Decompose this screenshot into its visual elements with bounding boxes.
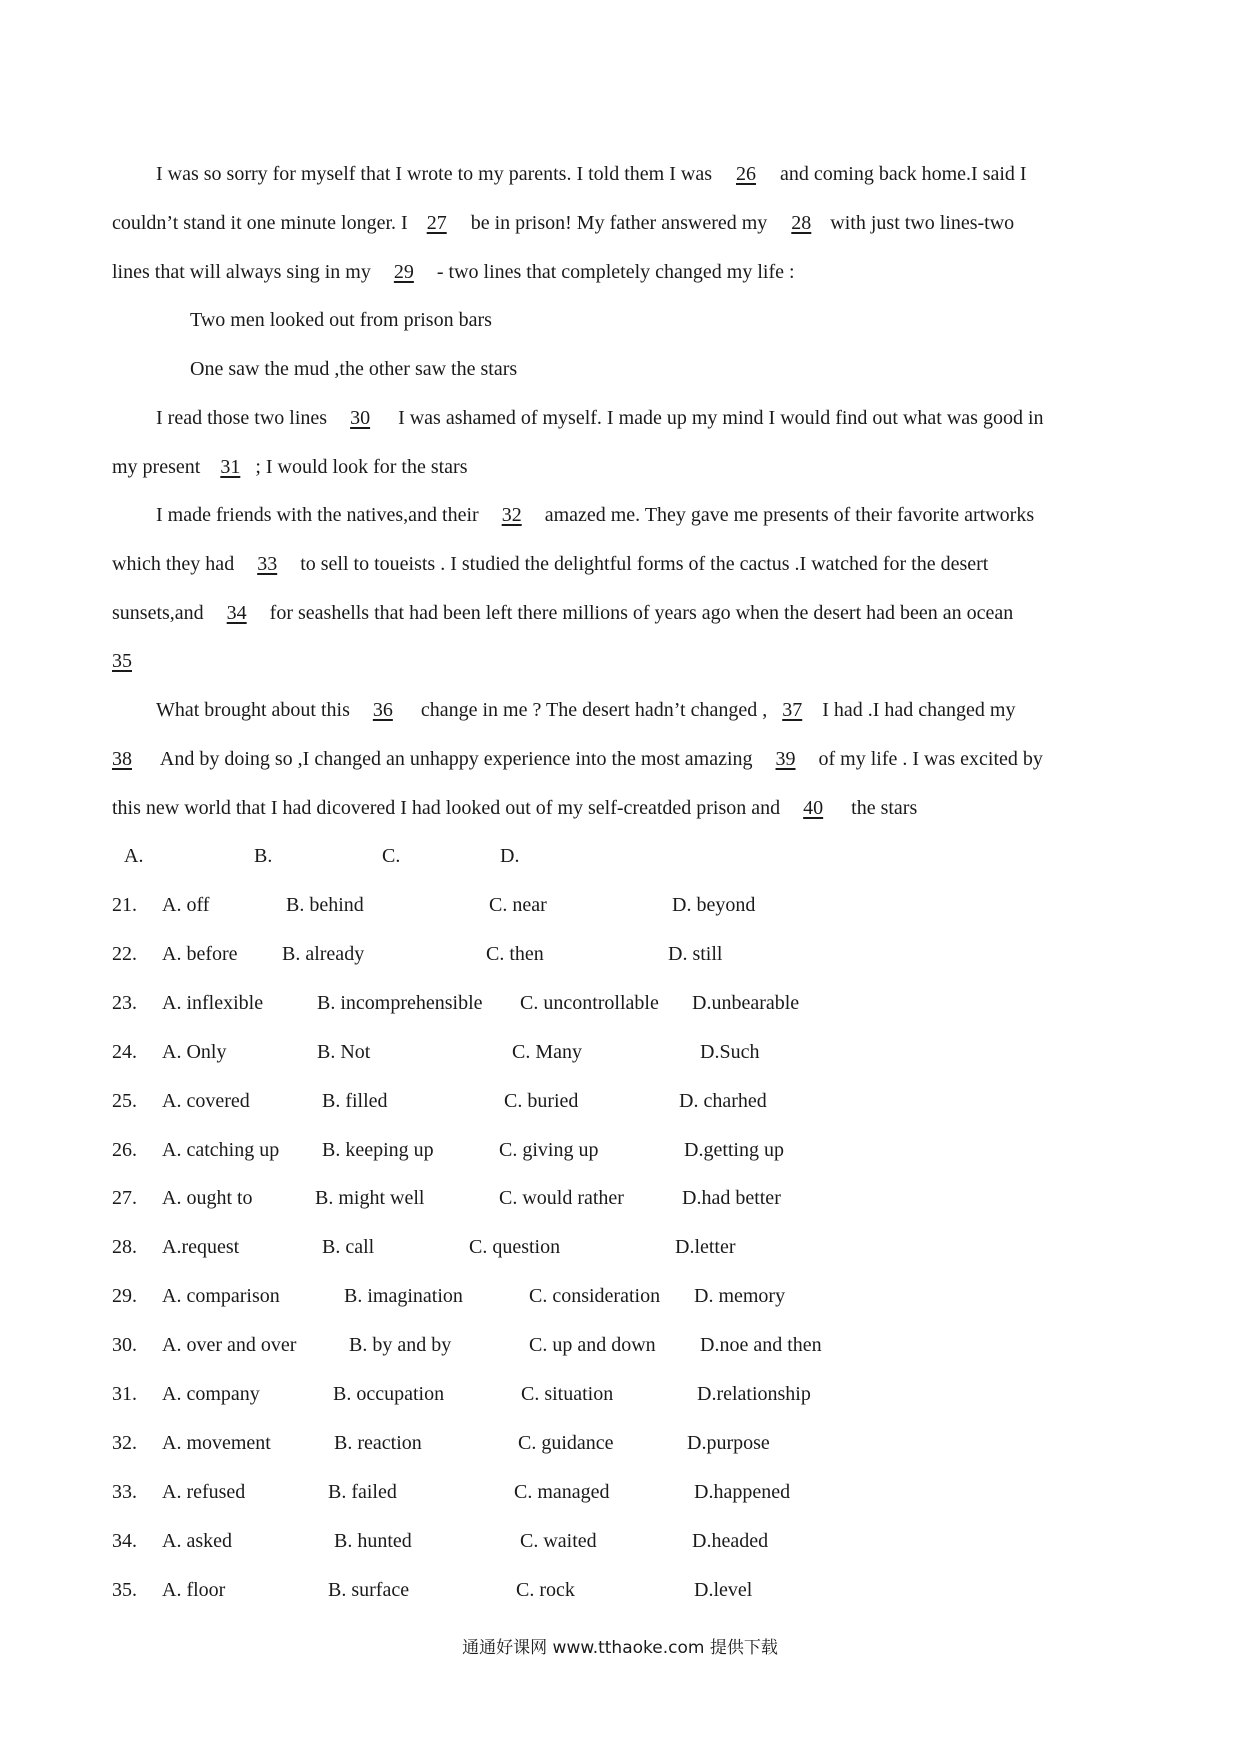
blank-40: 40 bbox=[803, 797, 824, 819]
passage-line bbox=[112, 551, 1132, 577]
option-d: D. memory bbox=[694, 1285, 786, 1308]
option-d: D.headed bbox=[692, 1529, 769, 1552]
option-d: D.relationship bbox=[697, 1383, 811, 1405]
blank-39: 39 bbox=[775, 748, 796, 770]
question-number: 24. bbox=[112, 1040, 137, 1063]
option-a: A. off bbox=[162, 894, 210, 916]
option-a: A. catching up bbox=[162, 1138, 280, 1161]
option-c: C. waited bbox=[520, 1529, 597, 1552]
passage-line bbox=[156, 405, 1132, 431]
option-a: A. inflexible bbox=[162, 991, 264, 1014]
question-row bbox=[112, 941, 1012, 967]
passage-line bbox=[156, 161, 1132, 187]
question-number: 25. bbox=[112, 1089, 137, 1112]
option-b: B. Not bbox=[317, 1040, 371, 1063]
question-number: 21. bbox=[112, 894, 137, 916]
question-row bbox=[112, 1430, 1012, 1456]
text: sunsets,and bbox=[112, 602, 204, 624]
option-b: B. call bbox=[322, 1236, 375, 1259]
option-header-a: A. bbox=[124, 845, 144, 867]
question-row bbox=[112, 1137, 1012, 1163]
blank-38: 38 bbox=[112, 748, 132, 770]
text: And by doing so ,I changed an unhappy experience into the most amazing bbox=[156, 748, 753, 770]
question-number: 34. bbox=[112, 1529, 137, 1552]
question-number: 31. bbox=[112, 1383, 137, 1405]
passage-line bbox=[112, 746, 1132, 772]
option-header bbox=[112, 843, 1012, 869]
option-d: D.noe and then bbox=[700, 1334, 822, 1357]
option-header-b: B. bbox=[254, 845, 273, 867]
blank-28: 28 bbox=[791, 212, 812, 234]
option-c: C. would rather bbox=[499, 1187, 624, 1210]
option-a: A. covered bbox=[162, 1089, 250, 1112]
option-c: C. question bbox=[469, 1236, 561, 1259]
blank-34: 34 bbox=[226, 602, 247, 624]
blank-33: 33 bbox=[257, 553, 278, 575]
question-row bbox=[112, 1479, 1012, 1505]
option-a: A. company bbox=[162, 1383, 260, 1405]
text: I had .I had changed my bbox=[817, 699, 1016, 721]
text: my present bbox=[112, 456, 206, 478]
text: change in me ? The desert hadn’t changed , bbox=[415, 699, 768, 721]
option-b: B. already bbox=[282, 942, 365, 965]
text: this new world that I had dicovered I had looked out of my self-creatded prison and bbox=[112, 797, 781, 819]
text: I read those two lines bbox=[156, 407, 328, 429]
text: ; I would look for the stars bbox=[255, 456, 468, 478]
question-number: 35. bbox=[112, 1578, 137, 1601]
text: I was ashamed of myself. I made up my mind I would find out what was good in bbox=[393, 407, 1044, 429]
option-d: D. still bbox=[668, 942, 723, 965]
option-d: D.happened bbox=[694, 1480, 791, 1503]
question-number: 30. bbox=[112, 1334, 137, 1357]
option-b: B. reaction bbox=[334, 1431, 422, 1454]
option-c: C. rock bbox=[516, 1578, 575, 1601]
text: of my life . I was excited by bbox=[818, 748, 1043, 770]
blank-30: 30 bbox=[350, 407, 371, 429]
option-b: B. incomprehensible bbox=[317, 991, 483, 1014]
option-c: C. buried bbox=[504, 1089, 579, 1112]
option-b: B. hunted bbox=[334, 1529, 412, 1552]
option-c: C. up and down bbox=[529, 1334, 656, 1357]
option-a: A.request bbox=[162, 1236, 240, 1259]
blank-26: 26 bbox=[736, 163, 756, 185]
option-d: D.unbearable bbox=[692, 991, 800, 1014]
option-b: B. might well bbox=[315, 1187, 425, 1210]
text: I was so sorry for myself that I wrote to my parents. I told them I was bbox=[156, 163, 717, 185]
question-row bbox=[112, 1185, 1012, 1211]
option-a: A. ought to bbox=[162, 1187, 253, 1210]
text: be in prison! My father answered my bbox=[465, 212, 773, 234]
blank-36: 36 bbox=[372, 699, 393, 721]
text: the stars bbox=[846, 797, 918, 819]
question-row bbox=[112, 1039, 1012, 1065]
text: to sell to toueists . I studied the delightful forms of the cactus .I watched for the desert bbox=[300, 553, 989, 575]
blank-35: 35 bbox=[112, 650, 132, 672]
passage-line bbox=[112, 600, 1132, 626]
option-d: D.had better bbox=[682, 1187, 781, 1210]
page-footer: 通通好课网 www.tthaoke.com 提供下载 bbox=[462, 1638, 778, 1658]
question-row bbox=[112, 892, 1012, 918]
question-number: 22. bbox=[112, 942, 137, 965]
question-number: 32. bbox=[112, 1431, 137, 1454]
text: lines that will always sing in my bbox=[112, 261, 371, 283]
option-c: C. guidance bbox=[518, 1431, 614, 1454]
text: for seashells that had been left there millions of years ago when the desert had been an ocean bbox=[269, 602, 1014, 624]
question-row bbox=[112, 990, 1012, 1016]
option-c: C. then bbox=[486, 942, 544, 965]
option-d: D.level bbox=[694, 1578, 753, 1601]
question-number: 23. bbox=[112, 991, 137, 1014]
text: - two lines that completely changed my life : bbox=[436, 261, 795, 283]
option-a: A. Only bbox=[162, 1040, 227, 1063]
option-a: A. over and over bbox=[162, 1334, 297, 1357]
text: I made friends with the natives,and their bbox=[156, 504, 479, 526]
blank-27: 27 bbox=[426, 212, 447, 234]
option-a: A. floor bbox=[162, 1578, 226, 1601]
option-d: D.getting up bbox=[684, 1138, 784, 1161]
question-row bbox=[112, 1234, 1012, 1260]
option-b: B. filled bbox=[322, 1089, 388, 1112]
question-number: 29. bbox=[112, 1285, 137, 1308]
option-header-d: D. bbox=[500, 845, 520, 867]
question-number: 28. bbox=[112, 1236, 137, 1259]
question-number: 26. bbox=[112, 1138, 137, 1161]
passage-line bbox=[112, 259, 1132, 285]
question-row bbox=[112, 1577, 1012, 1603]
blank-31: 31 bbox=[220, 456, 241, 478]
passage-line bbox=[156, 697, 1132, 723]
question-number: 27. bbox=[112, 1187, 137, 1210]
text: couldn’t stand it one minute longer. I bbox=[112, 212, 408, 234]
text: which they had bbox=[112, 553, 235, 575]
option-b: B. by and by bbox=[349, 1334, 452, 1357]
text: What brought about this bbox=[156, 699, 350, 721]
option-c: C. near bbox=[489, 894, 547, 916]
blank-37: 37 bbox=[782, 699, 803, 721]
option-b: B. surface bbox=[328, 1578, 410, 1601]
option-d: D. beyond bbox=[672, 894, 756, 916]
blank-29: 29 bbox=[393, 261, 414, 283]
passage-line bbox=[112, 454, 1132, 480]
question-row bbox=[112, 1528, 1012, 1554]
option-b: B. occupation bbox=[333, 1383, 445, 1405]
option-d: D. charhed bbox=[679, 1089, 767, 1112]
option-a: A. asked bbox=[162, 1529, 232, 1552]
question-row bbox=[112, 1283, 1012, 1309]
option-b: B. failed bbox=[328, 1480, 397, 1503]
option-d: D.purpose bbox=[687, 1431, 770, 1454]
option-b: B. keeping up bbox=[322, 1138, 434, 1161]
passage-line bbox=[112, 210, 1132, 236]
option-c: C. situation bbox=[521, 1383, 614, 1405]
text: with just two lines-two bbox=[830, 212, 1015, 234]
option-c: C. uncontrollable bbox=[520, 991, 659, 1014]
option-a: A. before bbox=[162, 942, 238, 965]
option-b: B. imagination bbox=[344, 1285, 463, 1308]
passage-line bbox=[156, 502, 1132, 528]
passage-line bbox=[112, 648, 1132, 674]
text: and coming back home.I said I bbox=[775, 163, 1027, 185]
option-b: B. behind bbox=[286, 894, 364, 916]
text: amazed me. They gave me presents of their favorite artworks bbox=[544, 504, 1035, 526]
option-c: C. consideration bbox=[529, 1285, 661, 1308]
option-c: C. giving up bbox=[499, 1138, 599, 1161]
poem-line-2: One saw the mud ,the other saw the stars bbox=[190, 358, 518, 380]
passage-line bbox=[112, 795, 1132, 821]
option-c: C. Many bbox=[512, 1040, 582, 1063]
option-c: C. managed bbox=[514, 1480, 610, 1503]
option-a: A. movement bbox=[162, 1431, 271, 1454]
option-header-c: C. bbox=[382, 845, 401, 867]
option-d: D.letter bbox=[675, 1236, 736, 1259]
question-number: 33. bbox=[112, 1480, 137, 1503]
question-row bbox=[112, 1381, 1012, 1407]
question-row bbox=[112, 1332, 1012, 1358]
option-a: A. refused bbox=[162, 1480, 246, 1503]
option-a: A. comparison bbox=[162, 1285, 280, 1308]
blank-32: 32 bbox=[501, 504, 522, 526]
question-row bbox=[112, 1088, 1012, 1114]
option-d: D.Such bbox=[700, 1040, 760, 1063]
poem-line-1: Two men looked out from prison bars bbox=[190, 309, 492, 331]
